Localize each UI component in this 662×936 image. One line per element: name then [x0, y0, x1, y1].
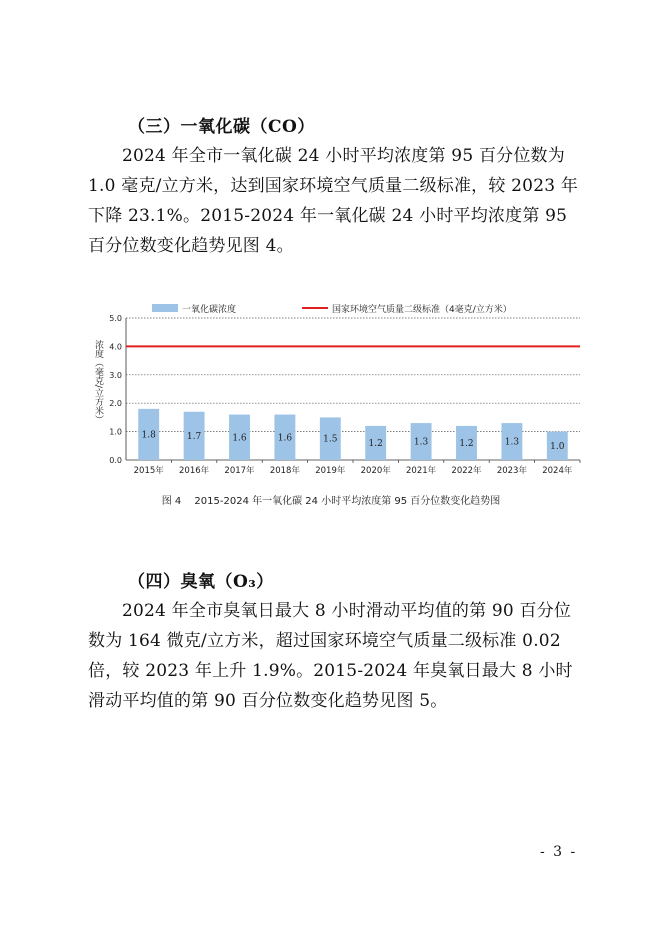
data-label: 1.3 [413, 437, 429, 448]
data-label: 1.0 [550, 441, 565, 452]
y-tick-label: 2.0 [109, 399, 122, 409]
section-heading-co: （三）一氧化碳（CO） [128, 117, 315, 137]
legend-swatch-co [152, 304, 178, 312]
y-tick-label: 0.0 [109, 456, 122, 465]
data-label: 1.6 [232, 433, 247, 444]
paragraph-co: 2024 年全市一氧化碳 24 小时平均浓度第 95 百分位数为 1.0 毫克/立方米，达到国家环境空气质量二级标准，较 2023 年下降 23.1%。2015-2024 年一氧化碳 24 小时平均浓度第 95 百分位数变化趋势见图 4。 [88, 146, 579, 256]
legend-label-co: 一氧化碳浓度 [182, 305, 237, 315]
data-label: 1.2 [459, 438, 474, 449]
y-tick-label: 5.0 [109, 314, 122, 323]
x-tick-label: 2018年 [269, 466, 300, 476]
x-tick-label: 2024年 [542, 466, 573, 476]
paragraph-o3: 2024 年全市臭氧日最大 8 小时滑动平均值的第 90 百分位数为 164 微克/立方米，超过国家环境空气质量二级标准 0.02 倍，较 2023 年上升 1.9%。2015-2024 年臭氧日最大 8 小时滑动平均值的第 90 百分位数变化趋势见图 5。 [88, 601, 573, 711]
data-label: 1.3 [504, 437, 520, 448]
x-tick-label: 2020年 [360, 466, 391, 476]
data-label: 1.6 [277, 433, 293, 444]
legend-label-standard: 国家环境空气质量二级标准（4毫克/立方米） [332, 305, 512, 315]
x-tick-label: 2017年 [224, 466, 255, 476]
x-tick-label: 2016年 [179, 466, 210, 476]
x-tick-label: 2015年 [133, 466, 164, 476]
figure-caption: 图 4 2015-2024 年一氧化碳 24 小时平均浓度第 95 百分位数变化趋势图 [161, 496, 501, 507]
chart-container [86, 294, 596, 494]
y-axis-label: 浓度（毫克/立方米） [93, 340, 103, 425]
y-tick-label: 4.0 [109, 342, 122, 352]
data-label: 1.5 [323, 434, 338, 445]
y-tick-label: 3.0 [109, 370, 122, 380]
data-label: 1.8 [141, 430, 156, 441]
x-tick-label: 2023年 [496, 466, 527, 476]
co-trend-chart [86, 294, 596, 494]
page-number: - 3 - [540, 844, 578, 860]
x-tick-label: 2021年 [406, 466, 437, 476]
x-tick-label: 2019年 [315, 466, 346, 476]
y-tick-label: 1.0 [109, 427, 122, 437]
data-label: 1.7 [186, 431, 202, 442]
section-heading-o3: （四）臭氧（O₃） [128, 572, 274, 592]
x-tick-label: 2022年 [451, 466, 482, 476]
data-label: 1.2 [368, 438, 383, 449]
